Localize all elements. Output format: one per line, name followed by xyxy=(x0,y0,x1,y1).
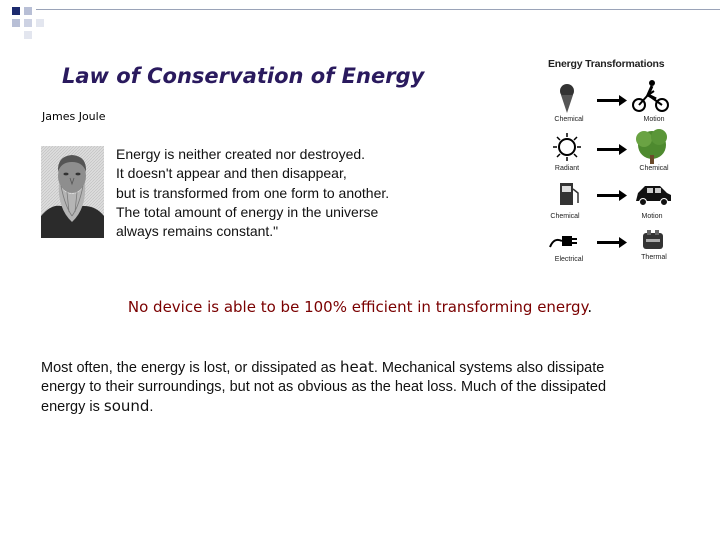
gas-pump-icon xyxy=(560,183,578,205)
figure-label: Radiant xyxy=(554,165,580,172)
figure-label: Motion xyxy=(643,116,665,123)
quote-line: always remains constant." xyxy=(116,223,279,240)
arrow-icon xyxy=(597,144,627,155)
cyclist-icon xyxy=(633,80,668,111)
arrow-icon xyxy=(597,190,627,201)
paragraph-line xyxy=(41,358,691,378)
energy-transformations-figure xyxy=(540,55,680,270)
paragraph-text: Most often, the energy is lost, or dissipated as xyxy=(41,360,341,376)
figure-label: Motion xyxy=(641,213,663,220)
figure-label: Electrical xyxy=(554,256,584,263)
paragraph-text: . Mechanical systems also dissipate xyxy=(373,360,605,376)
quote-line: It doesn't appear and then disappear, xyxy=(116,165,347,182)
figure-label: Chemical xyxy=(639,165,669,172)
ice-cream-icon xyxy=(560,84,574,113)
heat-emphasis: heat xyxy=(340,358,374,376)
efficiency-statement xyxy=(0,298,720,316)
paragraph-line xyxy=(41,397,691,417)
sound-emphasis: sound xyxy=(103,397,150,415)
figure-graphics xyxy=(540,55,680,270)
car-icon xyxy=(636,186,671,206)
tree-icon xyxy=(636,129,667,164)
paragraph-text: . xyxy=(149,399,154,415)
figure-label: Chemical xyxy=(554,116,584,123)
dissipation-paragraph xyxy=(41,358,691,417)
sun-icon xyxy=(553,133,581,161)
efficiency-period: . xyxy=(587,298,593,316)
paragraph-text: energy is xyxy=(41,399,104,415)
header-rule xyxy=(36,9,720,10)
efficiency-text: No device is able to be 100% efficient in transforming energy xyxy=(127,298,588,316)
figure-label: Thermal xyxy=(641,254,667,261)
joule-quote xyxy=(116,145,389,241)
quote-line: but is transformed from one form to another. xyxy=(116,184,390,201)
slide-title: Law of Conservation of Energy xyxy=(62,64,425,88)
arrow-icon xyxy=(597,95,627,106)
author-name: James Joule xyxy=(42,110,106,123)
arrow-icon xyxy=(597,237,627,248)
corner-decoration xyxy=(0,0,60,50)
toaster-icon xyxy=(643,230,663,249)
quote-line: The total amount of energy in the universe xyxy=(116,203,379,220)
figure-title: Energy Transformations xyxy=(548,58,665,70)
plug-icon xyxy=(550,236,577,247)
figure-label: Chemical xyxy=(550,213,580,220)
portrait-image xyxy=(41,146,104,238)
quote-line: Energy is neither created nor destroyed. xyxy=(116,146,366,162)
paragraph-line: energy to their surroundings, but not as obvious as the heat loss. Much of the dissipated xyxy=(41,379,607,395)
